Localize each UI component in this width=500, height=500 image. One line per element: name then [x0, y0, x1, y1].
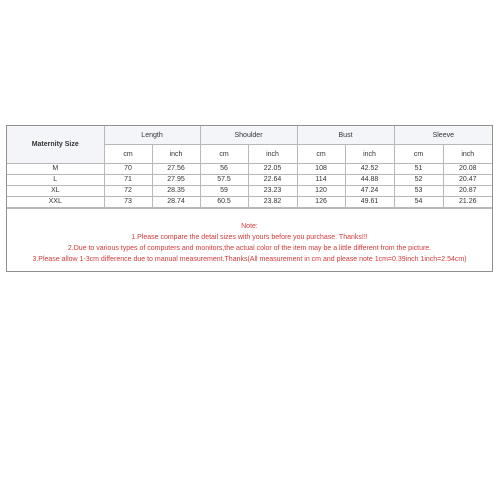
value-cell: 21.26: [443, 197, 492, 208]
value-cell: 53: [394, 186, 443, 197]
table-row: [7, 175, 492, 186]
value-cell: 23.82: [248, 197, 297, 208]
value-cell: 42.52: [345, 164, 394, 175]
value-cell: 120: [297, 186, 345, 197]
value-cell: 49.61: [345, 197, 394, 208]
value-cell: 47.24: [345, 186, 394, 197]
value-cell: 60.5: [200, 197, 248, 208]
table-row: [7, 186, 492, 197]
value-cell: 27.95: [152, 175, 200, 186]
table-row: [7, 164, 492, 175]
unit-inch: inch: [248, 145, 297, 164]
unit-cm: cm: [297, 145, 345, 164]
header-length: Length: [104, 126, 200, 145]
header-bust: Bust: [297, 126, 394, 145]
table-row: [7, 197, 492, 208]
value-cell: 108: [297, 164, 345, 175]
value-cell: 71: [104, 175, 152, 186]
value-cell: 114: [297, 175, 345, 186]
value-cell: 27.56: [152, 164, 200, 175]
value-cell: 28.35: [152, 186, 200, 197]
unit-cm: cm: [104, 145, 152, 164]
size-cell: XXL: [7, 197, 104, 208]
value-cell: 126: [297, 197, 345, 208]
header-sleeve: Sleeve: [394, 126, 492, 145]
value-cell: 22.05: [248, 164, 297, 175]
value-cell: 70: [104, 164, 152, 175]
size-cell: L: [7, 175, 104, 186]
value-cell: 57.5: [200, 175, 248, 186]
unit-cm: cm: [200, 145, 248, 164]
corner-label: Maternity Size: [7, 126, 104, 164]
value-cell: 23.23: [248, 186, 297, 197]
note-line-3: 3.Please allow 1-3cm difference due to manual measurement.Thanks(All measurement in cm and please note 1cm=0.39inch 1inch=2.54cm): [32, 256, 467, 263]
value-cell: 72: [104, 186, 152, 197]
value-cell: 44.88: [345, 175, 394, 186]
notes-section: [7, 208, 492, 271]
value-cell: 52: [394, 175, 443, 186]
unit-cm: cm: [394, 145, 443, 164]
value-cell: 20.47: [443, 175, 492, 186]
value-cell: 20.87: [443, 186, 492, 197]
note-line-2: 2.Due to various types of computers and monitors,the actual color of the item may be a little different from the picture.: [67, 245, 432, 252]
value-cell: 54: [394, 197, 443, 208]
value-cell: 20.08: [443, 164, 492, 175]
value-cell: 22.64: [248, 175, 297, 186]
note-title: Note:: [241, 223, 258, 230]
value-cell: 28.74: [152, 197, 200, 208]
value-cell: 51: [394, 164, 443, 175]
header-row: [7, 126, 492, 145]
value-cell: 56: [200, 164, 248, 175]
table-body: [7, 164, 492, 208]
note-line-1: 1.Please compare the detail sizes with yours before you purchase. Thanks!!!: [131, 234, 368, 241]
size-cell: M: [7, 164, 104, 175]
value-cell: 73: [104, 197, 152, 208]
unit-inch: inch: [443, 145, 492, 164]
size-cell: XL: [7, 186, 104, 197]
size-chart: [6, 125, 493, 272]
header-shoulder: Shoulder: [200, 126, 297, 145]
size-table: [7, 126, 492, 208]
unit-inch: inch: [345, 145, 394, 164]
unit-inch: inch: [152, 145, 200, 164]
value-cell: 59: [200, 186, 248, 197]
